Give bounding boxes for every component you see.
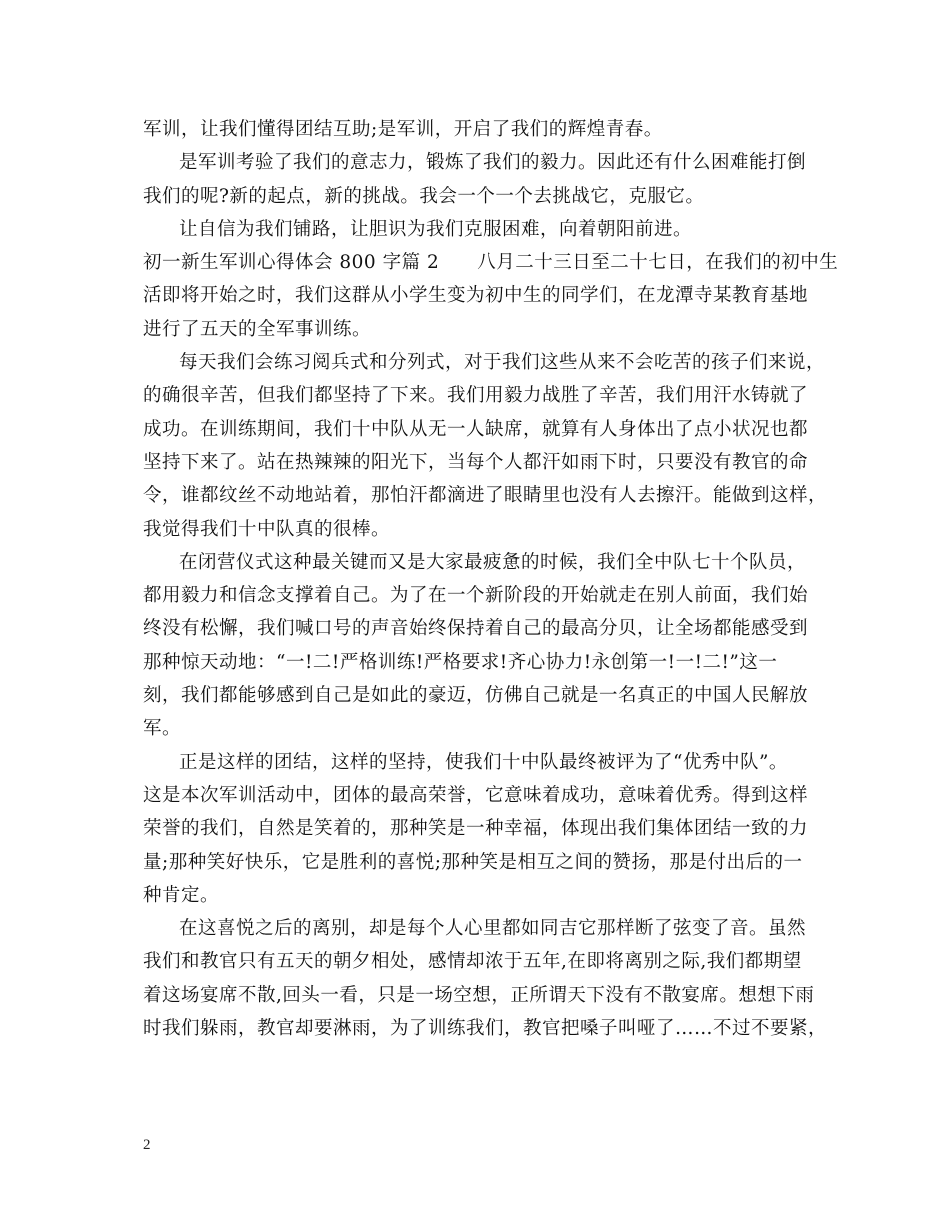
text-line: 是军训考验了我们的意志力，锻炼了我们的毅力。因此还有什么困难能打倒 [179, 152, 807, 174]
text-line: 军训，让我们懂得团结互助;是军训，开启了我们的辉煌青春。 [143, 119, 663, 140]
text-line: 坚持下来了。站在热辣辣的阳光下，当每个人都汗如雨下时，只要没有教官的命 [143, 451, 809, 473]
text-line: 每天我们会练习阅兵式和分列式，对于我们这些从来不会吃苦的孩子们来说， [179, 352, 826, 374]
text-line: 活即将开始之时，我们这群从小学生变为初中生的同学们，在龙潭寺某教育基地 [143, 285, 809, 307]
text-line: 时我们躲雨，教官却要淋雨，为了训练我们，教官把嗓子叫哑了……不过不要紧， [143, 1018, 828, 1040]
page-number: 2 [143, 1137, 151, 1153]
text-line: 荣誉的我们，自然是笑着的，那种笑是一种幸福，体现出我们集体团结一致的力 [143, 818, 809, 840]
text-line: 这是本次军训活动中，团体的最高荣誉，它意味着成功，意味着优秀。得到这样 [143, 784, 809, 806]
text-line: 初一新生军训心得体会 800 字篇 2 八月二十三日至二十七日，在我们的初中生 [143, 252, 839, 274]
text-line: 让自信为我们铺路，让胆识为我们克服困难，向着朝阳前进。 [179, 218, 693, 240]
text-line: 种肯定。 [143, 884, 220, 906]
text-line: 我们和教官只有五天的朝夕相处，感情却浓于五年,在即将离别之际,我们都期望 [143, 951, 802, 973]
text-line: 着这场宴席不散,回头一看，只是一场空想，正所谓天下没有不散宴席。想想下雨 [143, 984, 815, 1006]
text-line: 量;那种笑好快乐，它是胜利的喜悦;那种笑是相互之间的赞扬，那是付出后的一 [143, 851, 803, 873]
text-line: 刻，我们都能够感到自己是如此的豪迈，仿佛自己就是一名真正的中国人民解放 [143, 685, 809, 707]
text-line: 令，谁都纹丝不动地站着，那怕汗都滴进了眼睛里也没有人去擦汗。能做到这样， [143, 485, 828, 507]
body-text [143, 113, 839, 1045]
text-line: 我们的呢?新的起点，新的挑战。我会一个一个去挑战它，克服它。 [143, 185, 705, 207]
text-line: 军。 [143, 718, 182, 740]
text-line: 那种惊天动地：“一!二!严格训练!严格要求!齐心协力!永创第一!一!二!”这一 [143, 651, 778, 673]
text-line: 我觉得我们十中队真的很棒。 [143, 518, 391, 540]
text-line: 的确很辛苦，但我们都坚持了下来。我们用毅力战胜了辛苦，我们用汗水铸就了 [143, 385, 809, 407]
text-line: 进行了五天的全军事训练。 [143, 318, 372, 340]
text-line: 成功。在训练期间，我们十中队从无一人缺席，就算有人身体出了点小状况也都 [143, 418, 809, 440]
text-line: 在这喜悦之后的离别，却是每个人心里都如同吉它那样断了弦变了音。虽然 [179, 918, 807, 940]
text-line: 在闭营仪式这种最关键而又是大家最疲惫的时候，我们全中队七十个队员， [179, 551, 807, 573]
text-line: 都用毅力和信念支撑着自己。为了在一个新阶段的开始就走在别人前面，我们始 [143, 585, 809, 607]
text-line: 正是这样的团结，这样的坚持，使我们十中队最终被评为了“优秀中队”。 [179, 751, 788, 773]
text-line: 终没有松懈，我们喊口号的声音始终保持着自己的最高分贝，让全场都能感受到 [143, 618, 809, 640]
